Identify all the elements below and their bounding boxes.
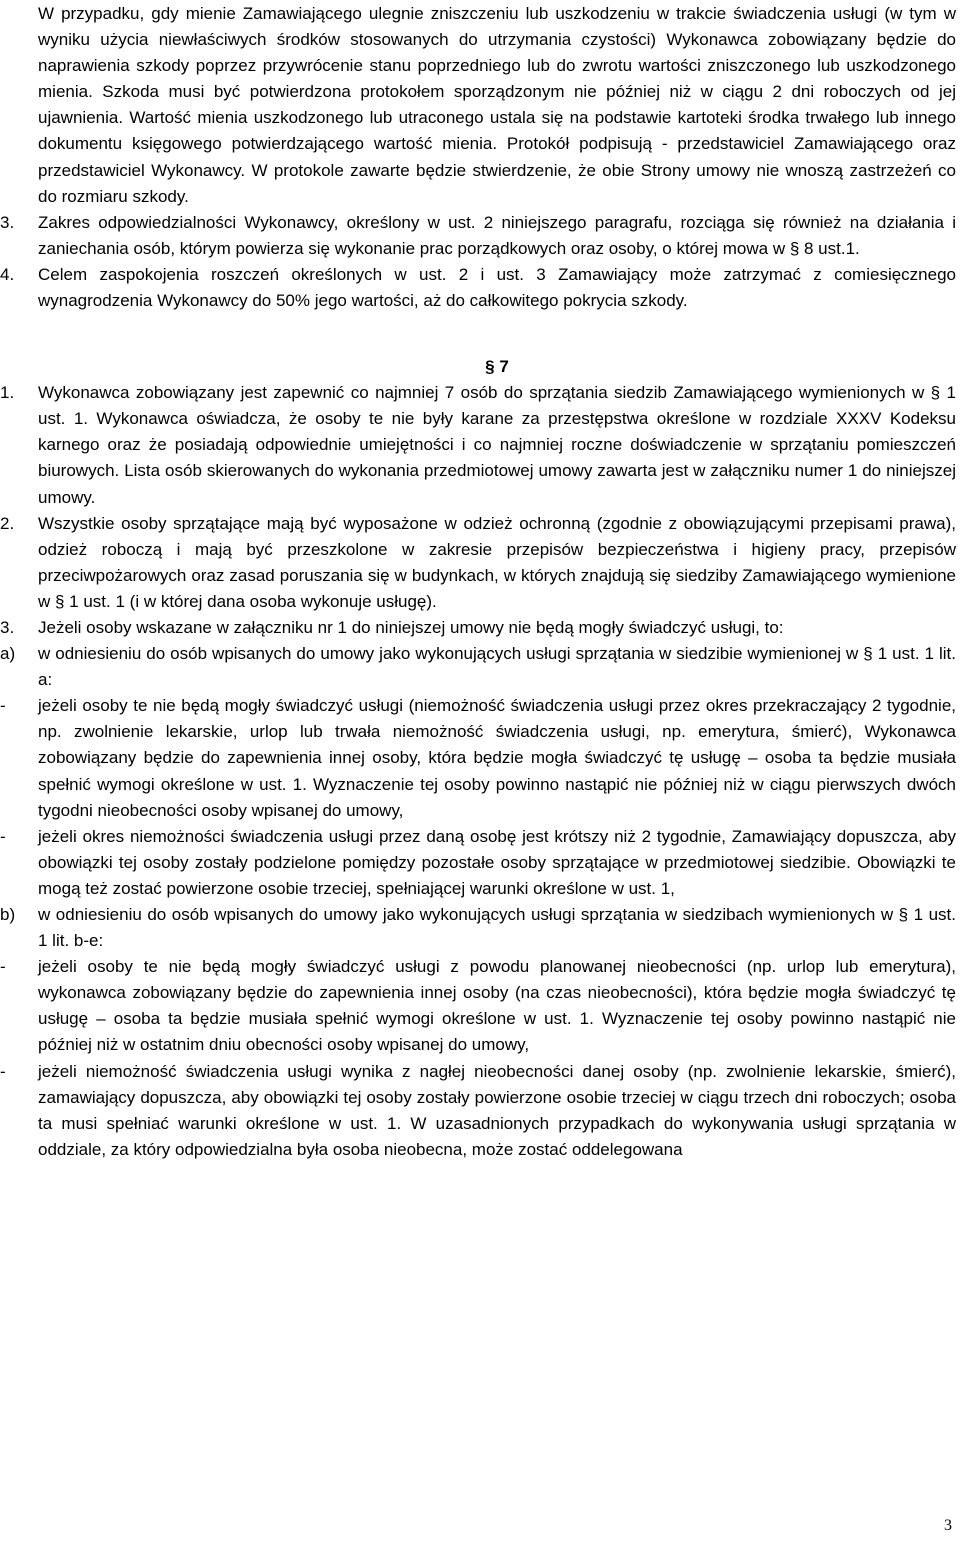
- dash-item-b2: [0, 1059, 956, 1163]
- list-item-3: [0, 210, 956, 262]
- list-item-text: Jeżeli osoby wskazane w załączniku nr 1 do niniejszej umowy nie będą mogły świadczyć usługi, to:: [38, 617, 784, 637]
- dash-item-a1: [0, 693, 956, 823]
- list-item-text: Wszystkie osoby sprzątające mają być wyposażone w odzież ochronną (zgodnie z obowiązującymi przepisami prawa), odzież roboczą i mają być przeszkolone w zakresie przepisów bezpieczeństwa i higieny pracy, przepisów przeciwpożarowych oraz zasad poruszania się w budynkach, w których znajdują się siedziby Zamawiającego wymienione w § 1 ust. 1 (i w której dana osoba wykonuje usługę).: [38, 513, 956, 611]
- list-marker: 2.: [0, 513, 15, 533]
- list-item-text: w odniesieniu do osób wpisanych do umowy jako wykonujących usługi sprzątania w siedzibie wymienionej w § 1 ust. 1 lit. a:: [38, 644, 956, 690]
- list-marker: 4.: [0, 264, 15, 284]
- list-marker: b): [0, 905, 16, 924]
- list-item-3b: [0, 615, 956, 641]
- dash-marker: -: [0, 696, 6, 716]
- list-item-4: [0, 262, 956, 314]
- list-marker: 3.: [0, 212, 15, 232]
- dash-marker: -: [0, 826, 6, 846]
- dash-marker: -: [0, 957, 6, 977]
- dash-item-b1: [0, 954, 956, 1058]
- list-item-text: w odniesieniu do osób wpisanych do umowy jako wykonujących usługi sprzątania w siedzibach wymienionych w § 1 ust. 1 lit. b-e:: [38, 905, 956, 951]
- list-item-text: Zakres odpowiedzialności Wykonawcy, określony w ust. 2 niniejszego paragrafu, rozciąga się również na działania i zaniechania osób, którym powierza się wykonanie prac porządkowych oraz osoby, o której mowa w § 8 ust.1.: [38, 212, 956, 258]
- page-number: 3: [944, 1517, 952, 1534]
- dash-item-text: jeżeli niemożność świadczenia usługi wynika z nagłej nieobecności danej osoby (np. zwolnienie lekarskie, śmierć), zamawiający dopuszcza, aby obowiązki tej osoby zostały powierzone osobie trzeciej w ciągu trzech dni roboczych; osoba ta musi spełniać warunki określone w ust. 1. W uzasadnionych przypadkach do wykonywania usługi sprzątania w oddziale, za który odpowiedzialna była osoba nieobecna, może zostać oddelegowana: [38, 1061, 956, 1159]
- list-marker: 3.: [0, 617, 15, 637]
- section-heading: § 7: [485, 357, 509, 377]
- list-marker: a): [0, 644, 16, 664]
- dash-item-text: jeżeli osoby te nie będą mogły świadczyć usługi (niemożność świadczenia usługi przez okres przekraczający 2 tygodnie, np. zwolnienie lekarskie, urlop lub trwała niemożność świadczenia usługi, np. emerytura, śmierć), Wykonawca zobowiązany będzie do zapewnienia innej osoby, która będzie mogła świadczyć tę usługę – osoba ta będzie musiała spełnić wymogi określone w ust. 1. Wyznaczenie tej osoby powinno nastąpić nie później niż w ciągu pierwszych dwóch tygodni nieobecności osoby wpisanej do umowy,: [38, 696, 956, 820]
- spacer: [38, 314, 956, 354]
- list-item-1: [0, 380, 956, 510]
- list-marker: 1.: [0, 383, 15, 403]
- paragraph-intro: W przypadku, gdy mienie Zamawiającego ulegnie zniszczeniu lub uszkodzeniu w trakcie świadczenia usługi (w tym w wyniku użycia niewłaściwych środków stosowanych do utrzymania czystości) Wykonawca zobowiązany będzie do naprawienia szkody poprzez przywrócenie stanu poprzedniego lub do zwrotu wartości zniszczonego lub uszkodzonego mienia. Szkoda musi być potwierdzona protokołem sporządzonym nie później niż w ciągu 2 dni roboczych od jej ujawnienia. Wartość mienia uszkodzonego lub utraconego ustala się na podstawie kartoteki środka trwałego lub innego dokumentu księgowego potwierdzającego wartość mienia. Protokół podpisują - przedstawiciel Zamawiającego oraz przedstawiciel Wykonawcy. W protokole zawarte będzie stwierdzenie, że obie Strony umowy nie wnoszą zastrzeżeń co do rozmiaru szkody.: [38, 4, 956, 206]
- list-item-a: [0, 641, 956, 693]
- dash-marker: -: [0, 1061, 6, 1081]
- list-item-2: [0, 511, 956, 615]
- list-item-text: Wykonawca zobowiązany jest zapewnić co najmniej 7 osób do sprzątania siedzib Zamawiającego wymienionych w § 1 ust. 1. Wykonawca oświadcza, że osoby te nie były karane za przestępstwa określone w rozdziale XXXV Kodeksu karnego oraz że posiadają odpowiednie umiejętności i co najmniej roczne doświadczenie w sprzątaniu pomieszczeń biurowych. Lista osób skierowanych do wykonania przedmiotowej umowy zawarta jest w załączniku numer 1 do niniejszej umowy.: [38, 383, 956, 507]
- dash-item-a2: [0, 824, 956, 902]
- list-item-text: Celem zaspokojenia roszczeń określonych w ust. 2 i ust. 3 Zamawiający może zatrzymać z comiesięcznego wynagrodzenia Wykonawcy do 50% jego wartości, aż do całkowitego pokrycia szkody.: [38, 264, 956, 311]
- dash-item-text: jeżeli osoby te nie będą mogły świadczyć usługi z powodu planowanej nieobecności (np. urlop lub emerytura), wykonawca zobowiązany będzie do zapewnienia innej osoby (na czas nieobecności), która będzie mogła świadczyć tę usługę – osoba ta będzie musiała spełnić wymogi określone w ust. 1. Wyznaczenie tej osoby powinno nastąpić nie później niż w ostatnim dniu obecności osoby wpisanej do umowy,: [38, 957, 956, 1055]
- dash-item-text: jeżeli okres niemożności świadczenia usługi przez daną osobę jest krótszy niż 2 tygodnie, Zamawiający dopuszcza, aby obowiązki tej osoby zostały podzielone pomiędzy pozostałe osoby sprzątające w przedmiotowej siedzibie. Obowiązki te mogą też zostać powierzone osobie trzeciej, spełniającej warunki określone w ust. 1,: [38, 826, 956, 898]
- list-item-b: [0, 902, 956, 954]
